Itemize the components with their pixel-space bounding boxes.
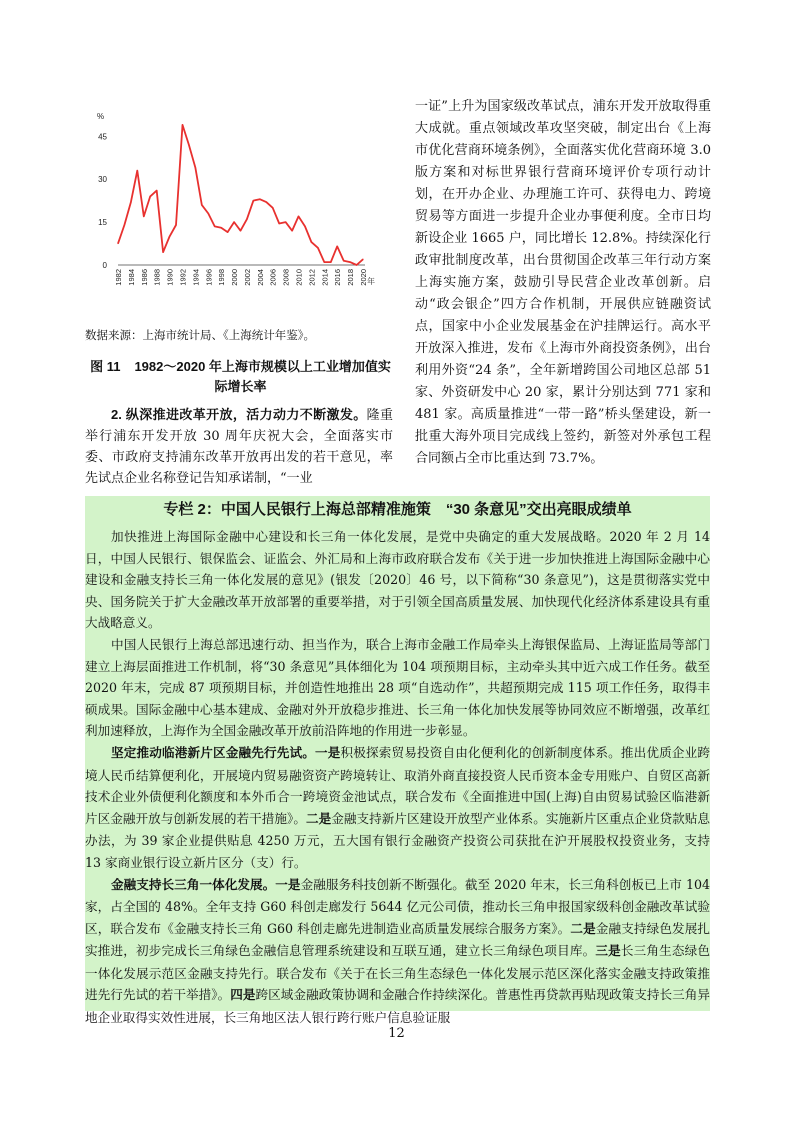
x-tick-label: 2014 (320, 269, 330, 286)
x-tick-label: 1992 (178, 269, 188, 286)
x-tick-label: 1990 (165, 269, 175, 286)
bold-marker: 二是 (570, 921, 596, 936)
growth-rate-line (118, 125, 363, 265)
data-point (291, 230, 292, 231)
x-tick-label: 2002 (242, 269, 252, 286)
left-body: 隆重举行浦东开发开放 30 周年庆祝大会，全面落实市委、市政府支持浦东改革开放再出发的若干意见，率先试点企业名称登记告知承诺制，“一业 (85, 408, 393, 486)
x-tick-label: 1986 (139, 269, 149, 286)
y-tick-label: 30 (98, 175, 107, 185)
x-tick-label: 1998 (217, 269, 227, 286)
bold-marker: 二是 (305, 811, 332, 826)
x-tick-label: 2008 (281, 269, 291, 286)
data-point (169, 236, 170, 237)
special-column-box (85, 496, 711, 1026)
x-tick-label: 1994 (191, 269, 201, 286)
data-point (362, 259, 363, 260)
box-paragraph-2: 中国人民银行上海总部迅速行动、担当作为，联合上海市金融工作局牵头上海银保监局、上海证监局等部门建立上海层面推进工作机制，将“30 条意见”具体细化为 104 项预期目标，主动牵头其中近六成工作任务。截至 2020 年末，完成 87 项预期目标，并创造性地推出 28 项“自选动作”，共超预期完成 115 项工作任务，取得丰硕成果。国际金融中心基本建成、金融对外开放稳步推进、长三角一体化加快发展等协同效应不断增强，改革红利加速释放，上海作为全国金融改革开放前沿阵地的作用进一步彰显。 (85, 636, 710, 739)
data-point (175, 224, 176, 225)
data-point (221, 227, 222, 228)
x-tick-label: 2012 (307, 269, 317, 286)
data-point (163, 252, 164, 253)
data-point (350, 262, 351, 263)
x-tick-label: 2004 (255, 269, 265, 286)
data-point (311, 242, 312, 243)
paragraph-text: 长三角生态绿色一体化发展示范区金融支持先行。联合发布《关于在长三角生态绿色一体化发展示范区深化落实金融支持政策推进先行先试的若干举措》。 (85, 943, 711, 1003)
data-point (356, 264, 357, 265)
data-point (137, 170, 138, 171)
data-point (298, 216, 299, 217)
bold-lead: 金融支持长三角一体化发展。 (111, 877, 276, 892)
x-unit-label: 年 (367, 277, 375, 286)
data-point (253, 200, 254, 201)
x-tick-label: 1982 (114, 269, 123, 286)
data-point (188, 144, 189, 145)
paragraph-text: 金融支持绿色发展扎实推进，初步完成长三角绿色金融信息管理系统建设和互联互通，建立长三角绿色项目库。 (85, 920, 711, 959)
box-paragraph-3 (85, 742, 710, 874)
bold-marker: 四是 (230, 988, 256, 1003)
bold-marker: 三是 (595, 944, 621, 959)
paragraph-text: 金融服务科技创新不断强化。截至 2020 年末，长三角科创板已上市 104 家，占全国的 48%。全年支持 G60 科创走廊发行 5644 亿元公司债，推动长三角申报国家级科创金融改革试验区，联合发布《金融支持长三角 G60 科创走廊先进制造业高质量发展综合服务方案》。 (85, 876, 711, 936)
figure-number: 图 11 (90, 359, 121, 374)
x-tick-label: 2006 (268, 269, 278, 286)
data-point (266, 201, 267, 202)
x-tick-label: 1996 (204, 269, 214, 286)
data-point (304, 226, 305, 227)
data-point (279, 223, 280, 224)
data-point (317, 247, 318, 248)
data-point (130, 201, 131, 202)
data-point (285, 222, 286, 223)
figure-source: 数据来源：上海市统计局、《上海统计年鉴》。 (85, 330, 315, 342)
data-point (143, 216, 144, 217)
data-point (324, 262, 325, 263)
data-point (246, 219, 247, 220)
x-tick-label: 2016 (333, 269, 343, 286)
paragraph-text: 跨区域金融政策协调和金融合作持续深化。普惠性再贷款再贴现政策支持长三角异地企业取得实效性进展，长三角地区法人银行跨行账户信息验证服 (85, 987, 711, 1026)
page-number: 12 (388, 1026, 405, 1041)
x-tick-label: 1988 (152, 269, 162, 286)
bold-marker: 一是 (275, 877, 301, 892)
chart-axes (97, 112, 375, 286)
data-point (201, 204, 202, 205)
data-point (156, 190, 157, 191)
box-title: 专栏 2：中国人民银行上海总部精准施策 “30 条意见”交出亮眼成绩单 (163, 501, 632, 518)
x-tick-label: 2010 (294, 269, 304, 286)
paragraph-text: 金融支持新片区建设开放型产业体系。实施新片区重点企业贷款贴息办法，为 39 家企业提供贴息 4250 万元，五大国有银行金融资产投资公司获批在沪开展股权投资业务，支持 13 家商业银行设立新片区分（支）行。 (85, 810, 711, 870)
right-column-text: 一证”上升为国家级改革试点，浦东开发开放取得重大成就。重点领域改革攻坚突破，制定出台《上海市优化营商环境条例》，全面落实优化营商环境 3.0 版方案和对标世界银行营商环境评价专项行动计划，在开办企业、办理施工许可、获得电力、跨境贸易等方面进一步提升企业办事便利度。全市日均新设企业 1665 户，同比增长 12.8%。持续深化行政审批制度改革，出台贯彻国企改革三年行动方案上海实施方案，鼓励引导民营企业改革创新。启动“政会银企”四方合作机制，开展供应链融资试点，国家中小企业发展基金在沪挂牌运行。高水平开放深入推进，发布《上海市外商投资条例》，出台利用外资“24 条”，全年新增跨国公司地区总部 51 家、外资研发中心 20 家，累计分别达到 771 家和 481 家。高质量推进“一带一路”桥头堡建设，新一批重大海外项目完成线上签约，新签对外承包工程合同额占全市比重达到 73.7%。 (415, 99, 711, 466)
data-point (259, 199, 260, 200)
data-point (214, 226, 215, 227)
growth-rate-line-chart (95, 105, 395, 300)
data-point (330, 262, 331, 263)
section-heading: 2. 纵深推进改革开放，活力动力不断激发。 (111, 407, 367, 422)
y-tick-label: 0 (102, 261, 107, 270)
y-unit-label: % (97, 112, 105, 121)
box-body (85, 526, 710, 1029)
data-point (343, 260, 344, 261)
data-point (233, 222, 234, 223)
bold-marker: 一是 (314, 745, 341, 760)
data-point (208, 213, 209, 214)
data-point (195, 167, 196, 168)
figure-caption (88, 357, 393, 397)
left-column-text (85, 404, 393, 489)
data-point (337, 246, 338, 247)
figure-caption-text: 1982～2020 年上海市规模以上工业增加值实际增长率 (134, 359, 391, 394)
x-tick-label: 2018 (346, 269, 356, 286)
data-point (182, 124, 183, 125)
data-point (272, 207, 273, 208)
x-tick-label: 2020 (359, 269, 368, 286)
x-tick-label: 2000 (230, 269, 240, 286)
x-tick-label: 1984 (126, 269, 136, 286)
box-paragraph-1: 加快推进上海国际金融中心建设和长三角一体化发展，是党中央确定的重大发展战略。2020 年 2 月 14 日，中国人民银行、银保监会、证监会、外汇局和上海市政府联合发布《关于进一步加快推进上海国际金融中心建设和金融支持长三角一体化发展的意见》(银发〔2020〕46 号，以下简称“30 条意见”)，这是贯彻落实党中央、国务院关于扩大金融改革开放部署的重要举措，对于引领全国高质量发展、加快现代化经济体系建设具有重大战略意义。 (85, 529, 710, 631)
data-point (227, 232, 228, 233)
data-point (117, 243, 118, 244)
paragraph-text: 积极探索贸易投资自由化便利化的创新制度体系。推出优质企业跨境人民币结算便利化，开展境内贸易融资资产跨境转让、取消外商直接投资人民币资本金专用账户、自贸区高新技术企业外债便利化额度和本外币合一跨境资金池试点，联合发布《全面推进中国(上海)自由贸易试验区临港新片区金融开放与创新发展的若干措施》。 (85, 744, 711, 826)
bold-lead: 坚定推动临港新片区金融先行先试。 (111, 745, 315, 760)
data-point (150, 196, 151, 197)
y-tick-label: 15 (98, 218, 107, 228)
data-point (124, 224, 125, 225)
box-paragraph-4 (85, 874, 710, 1029)
y-tick-label: 45 (98, 132, 107, 142)
data-point (240, 230, 241, 231)
chart-series (117, 124, 363, 265)
